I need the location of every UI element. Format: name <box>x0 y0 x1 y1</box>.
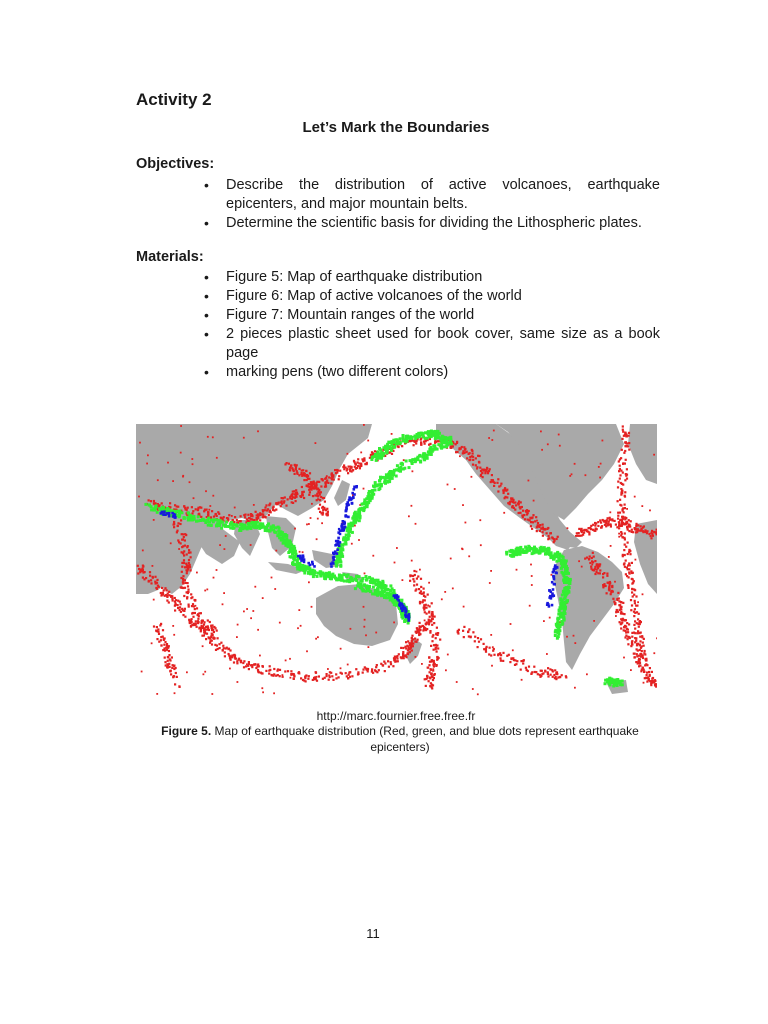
page-number: 11 <box>366 926 380 941</box>
activity-title: Activity 2 <box>136 90 212 109</box>
material-item: • Figure 7: Mountain ranges of the world <box>200 306 660 325</box>
materials-list <box>200 268 660 382</box>
objectives-list <box>200 176 660 233</box>
figure-caption-label: Figure 5. <box>161 724 212 738</box>
figure-caption-text: Map of earthquake distribution (Red, green, and blue dots represent earthquake epicenters) <box>214 724 639 754</box>
figure-source-url: http://marc.fournier.free.free.fr <box>316 709 476 723</box>
material-item: • 2 pieces plastic sheet used for book cover, same size as a book page <box>200 325 660 363</box>
figure-caption <box>140 723 660 755</box>
material-item: • Figure 6: Map of active volcanoes of the world <box>200 287 660 306</box>
earthquake-distribution-map <box>136 424 657 707</box>
materials-heading: Materials: <box>136 249 204 265</box>
objectives-heading: Objectives: <box>136 156 215 172</box>
objective-item: • Determine the scientific basis for dividing the Lithospheric plates. <box>200 214 660 233</box>
page-title: Let’s Mark the Boundaries <box>302 119 490 136</box>
material-item: • Figure 5: Map of earthquake distribution <box>200 268 660 287</box>
material-item: • marking pens (two different colors) <box>200 363 660 382</box>
world-map-graphic <box>136 424 657 707</box>
objective-item: • Describe the distribution of active volcanoes, earthquake epicenters, and major mountain belts. <box>200 176 660 214</box>
